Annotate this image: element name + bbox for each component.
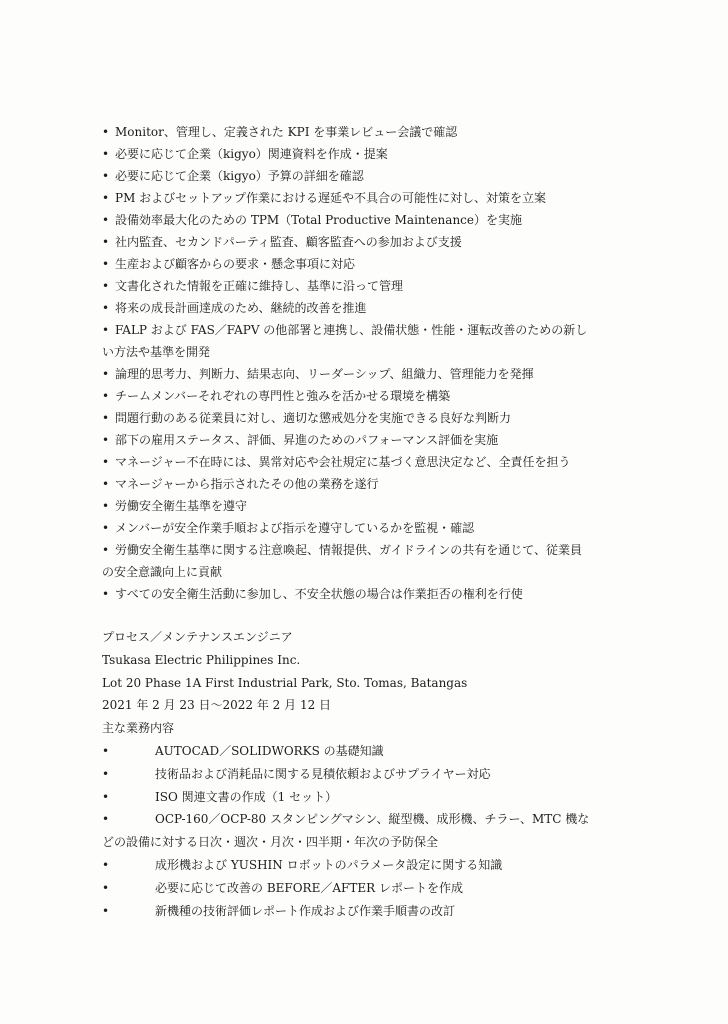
list-item: • 部下の雇用ステータス、評価、昇進のためのパフォーマンス評価を実施 — [102, 429, 622, 451]
list-item — [102, 808, 630, 854]
job-section — [102, 626, 630, 922]
list-item: • ISO 関連文書の作成（1 セット） — [102, 786, 630, 809]
list-item-text: FALP および FAS／FAPV の他部署と連携し、設備状態・性能・運転改善のための新し — [115, 323, 588, 337]
list-item: • メンバーが安全作業手順および指示を遵守しているかを監視・確認 — [102, 517, 622, 539]
duties-heading: 主な業務内容 — [102, 721, 175, 736]
list-item — [102, 539, 622, 583]
list-item: • PM およびセットアップ作業における遅延や不具合の可能性に対し、対策を立案 — [102, 187, 622, 209]
duties-list — [102, 121, 622, 605]
list-item — [102, 319, 622, 363]
list-item: • マネージャー不在時には、異常対応や会社規定に基づく意思決定など、全責任を担う — [102, 451, 622, 473]
list-item: • チームメンバーそれぞれの専門性と強みを活かせる環境を構築 — [102, 385, 622, 407]
list-item: • 生産および顧客からの要求・懸念事項に対応 — [102, 253, 622, 275]
company-name: Tsukasa Electric Philippines Inc. — [102, 652, 301, 667]
list-item: • 新機種の技術評価レポート作成および作業手順書の改訂 — [102, 900, 630, 923]
list-item: • 技術品および消耗品に関する見積依頼およびサプライヤー対応 — [102, 763, 630, 786]
list-item: • 論理的思考力、判断力、結果志向、リーダーシップ、組織力、管理能力を発揮 — [102, 363, 622, 385]
list-item: • 将来の成長計画達成のため、継続的改善を推進 — [102, 297, 622, 319]
list-item: • Monitor、管理し、定義された KPI を事業レビュー会議で確認 — [102, 121, 622, 143]
list-item-continuation: の安全意識向上に貢献 — [102, 565, 223, 579]
list-item: • AUTOCAD／SOLIDWORKS の基礎知識 — [102, 740, 630, 763]
employment-period: 2021 年 2 月 23 日〜2022 年 2 月 12 日 — [102, 698, 332, 713]
job-title: プロセス／メンテナンスエンジニア — [102, 630, 293, 644]
list-item: • マネージャーから指示されたその他の業務を遂行 — [102, 473, 622, 495]
list-item: • 問題行動のある従業員に対し、適切な懲戒処分を実施できる良好な判断力 — [102, 407, 622, 429]
company-address: Lot 20 Phase 1A First Industrial Park, Sto. Tomas, Batangas — [102, 675, 468, 690]
list-item: • 成形機および YUSHIN ロボットのパラメータ設定に関する知識 — [102, 854, 630, 877]
list-item-continuation: い方法や基準を開発 — [102, 345, 211, 359]
list-item: • すべての安全衛生活動に参加し、不安全状態の場合は作業拒否の権利を行使 — [102, 583, 622, 605]
list-item: • 必要に応じて企業（kigyo）関連資料を作成・提案 — [102, 143, 622, 165]
list-item-continuation: どの設備に対する日次・週次・月次・四半期・年次の予防保全 — [102, 835, 439, 850]
job-duties-list — [102, 740, 630, 922]
list-item: • 労働安全衛生基準を遵守 — [102, 495, 622, 517]
list-item: • 必要に応じて改善の BEFORE／AFTER レポートを作成 — [102, 877, 630, 900]
list-item: • 必要に応じて企業（kigyo）予算の詳細を確認 — [102, 165, 622, 187]
list-item: • 社内監査、セカンドパーティ監査、顧客監査への参加および支援 — [102, 231, 622, 253]
list-item-text: 労働安全衛生基準に関する注意喚起、情報提供、ガイドラインの共有を通じて、従業員 — [115, 543, 583, 557]
list-item: • 設備効率最大化のための TPM（Total Productive Maintenance）を実施 — [102, 209, 622, 231]
list-item-text: OCP-160／OCP-80 スタンピングマシン、縦型機、成形機、チラー、MTC 機な — [155, 812, 590, 827]
list-item: • 文書化された情報を正確に維持し、基準に沿って管理 — [102, 275, 622, 297]
